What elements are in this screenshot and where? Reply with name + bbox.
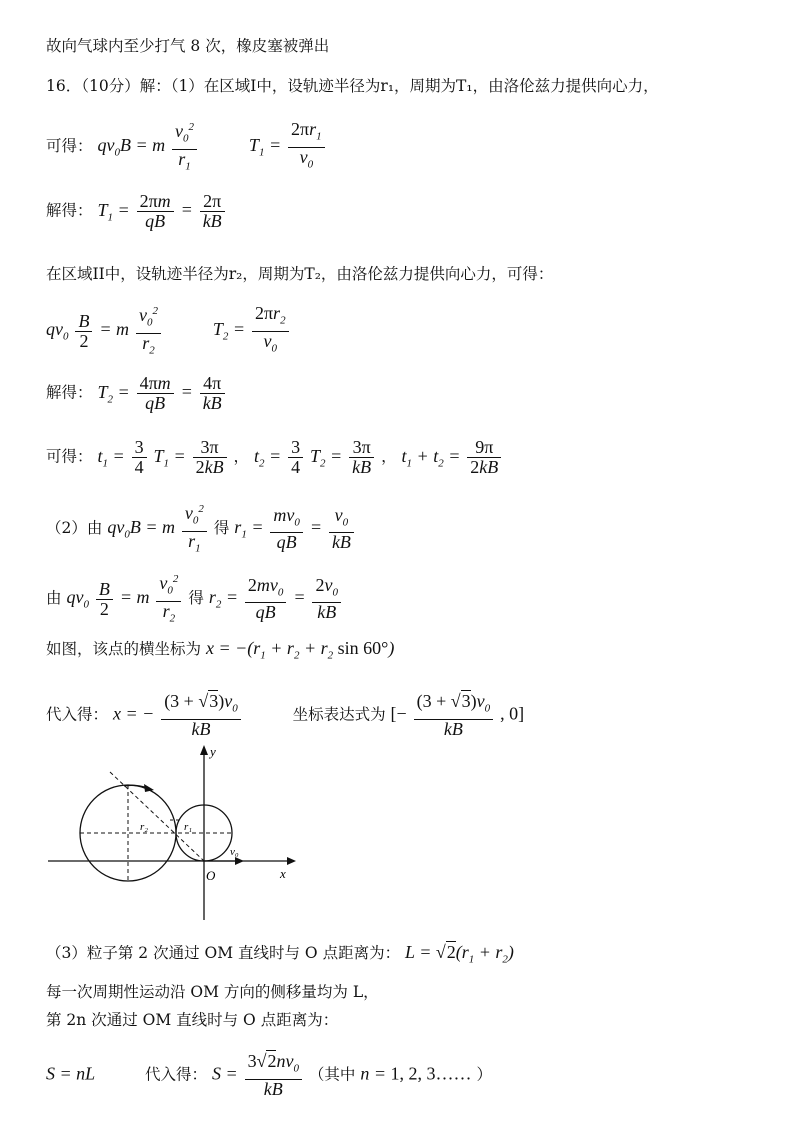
equation-row-5: 可得： $t_1$ = $\frac{3}{4}$ $T_1$ = $\frac{3\pi}{2kB}$ ， $t_2$ = $\frac{3}{4}$ $T_2$ = $\frac{3\pi}{kB}$ ， $t_1 + t_2$ = $\frac{9\pi}{2kB}$: [46, 438, 503, 477]
distance-2n-line: 第 2n 次通过 OM 直线时与 O 点距离为：: [46, 1011, 339, 1029]
intro-line: 故向气球内至少打气 8 次，橡皮塞被弹出: [46, 37, 330, 55]
v0-label: v₀: [230, 846, 239, 858]
trajectory-figure: [44, 740, 304, 930]
x-axis-label: x: [280, 866, 286, 881]
equation-row-8: 代入得： x = − $\frac{(3 + √3)v_0}{kB}$ 坐标表达式为 [− $\frac{(3 + √3)v_0}{kB}$ , 0]: [46, 691, 525, 739]
r2-label: r₂: [140, 821, 149, 833]
equation-row-7: 由 $qv_0$ $\frac{B}{2}$ = m $\frac{v_0^2}{r_2}$ 得 $r_2$ = $\frac{2mv_0}{qB}$ = $\frac{2v_0}{kB}$: [46, 570, 343, 628]
q16-header: 16．（10分）解：（1）在区域I中，设轨迹半径为r₁，周期为T₁，由洛伦兹力提供向心力，: [46, 77, 659, 95]
equation-row-1: 可得： $qv_0B = m$ $\frac{v_0^2}{r_1}$ $T_1$ = $\frac{2\pi r_1}{v_0}$: [46, 118, 327, 176]
abscissa-line: 如图，该点的横坐标为 $x = -(r_1 + r_2 + r_2$ sin 60°): [46, 638, 395, 662]
equation-row-3: $qv_0$ $\frac{B}{2}$ = m $\frac{v_0^2}{r_2}$ $T_2$ = $\frac{2\pi r_2}{v_0}$: [46, 302, 291, 360]
y-axis-label: y: [210, 744, 216, 759]
equation-row-2: 解得： $T_1$ = $\frac{2\pi m}{qB}$ = $\frac{2\pi}{kB}$: [46, 192, 227, 231]
equation-row-6: （2）由 $qv_0B = m$ $\frac{v_0^2}{r_1}$ 得 $r_1$ = $\frac{mv_0}{qB}$ = $\frac{v_0}{kB}$: [46, 500, 356, 558]
r1-label: r₁: [184, 821, 193, 833]
part3-line: （3）粒子第 2 次通过 OM 直线时与 O 点距离为： $L = √2(r_1 + r_2)$: [46, 942, 514, 966]
equation-row-4: 解得： $T_2$ = $\frac{4\pi m}{qB}$ = $\frac{4\pi}{kB}$: [46, 374, 227, 413]
shift-line: 每一次周期性运动沿 OM 方向的侧移量均为 L，: [46, 983, 379, 1001]
origin-label: O: [206, 868, 216, 883]
final-equation-row: S = nL 代入得： S = $\frac{3√2nv_0}{kB}$ （其中 n = 1, 2, 3…… ）: [46, 1051, 492, 1099]
region2-line: 在区域II中，设轨迹半径为r₂，周期为T₂，由洛伦兹力提供向心力，可得：: [46, 265, 554, 283]
